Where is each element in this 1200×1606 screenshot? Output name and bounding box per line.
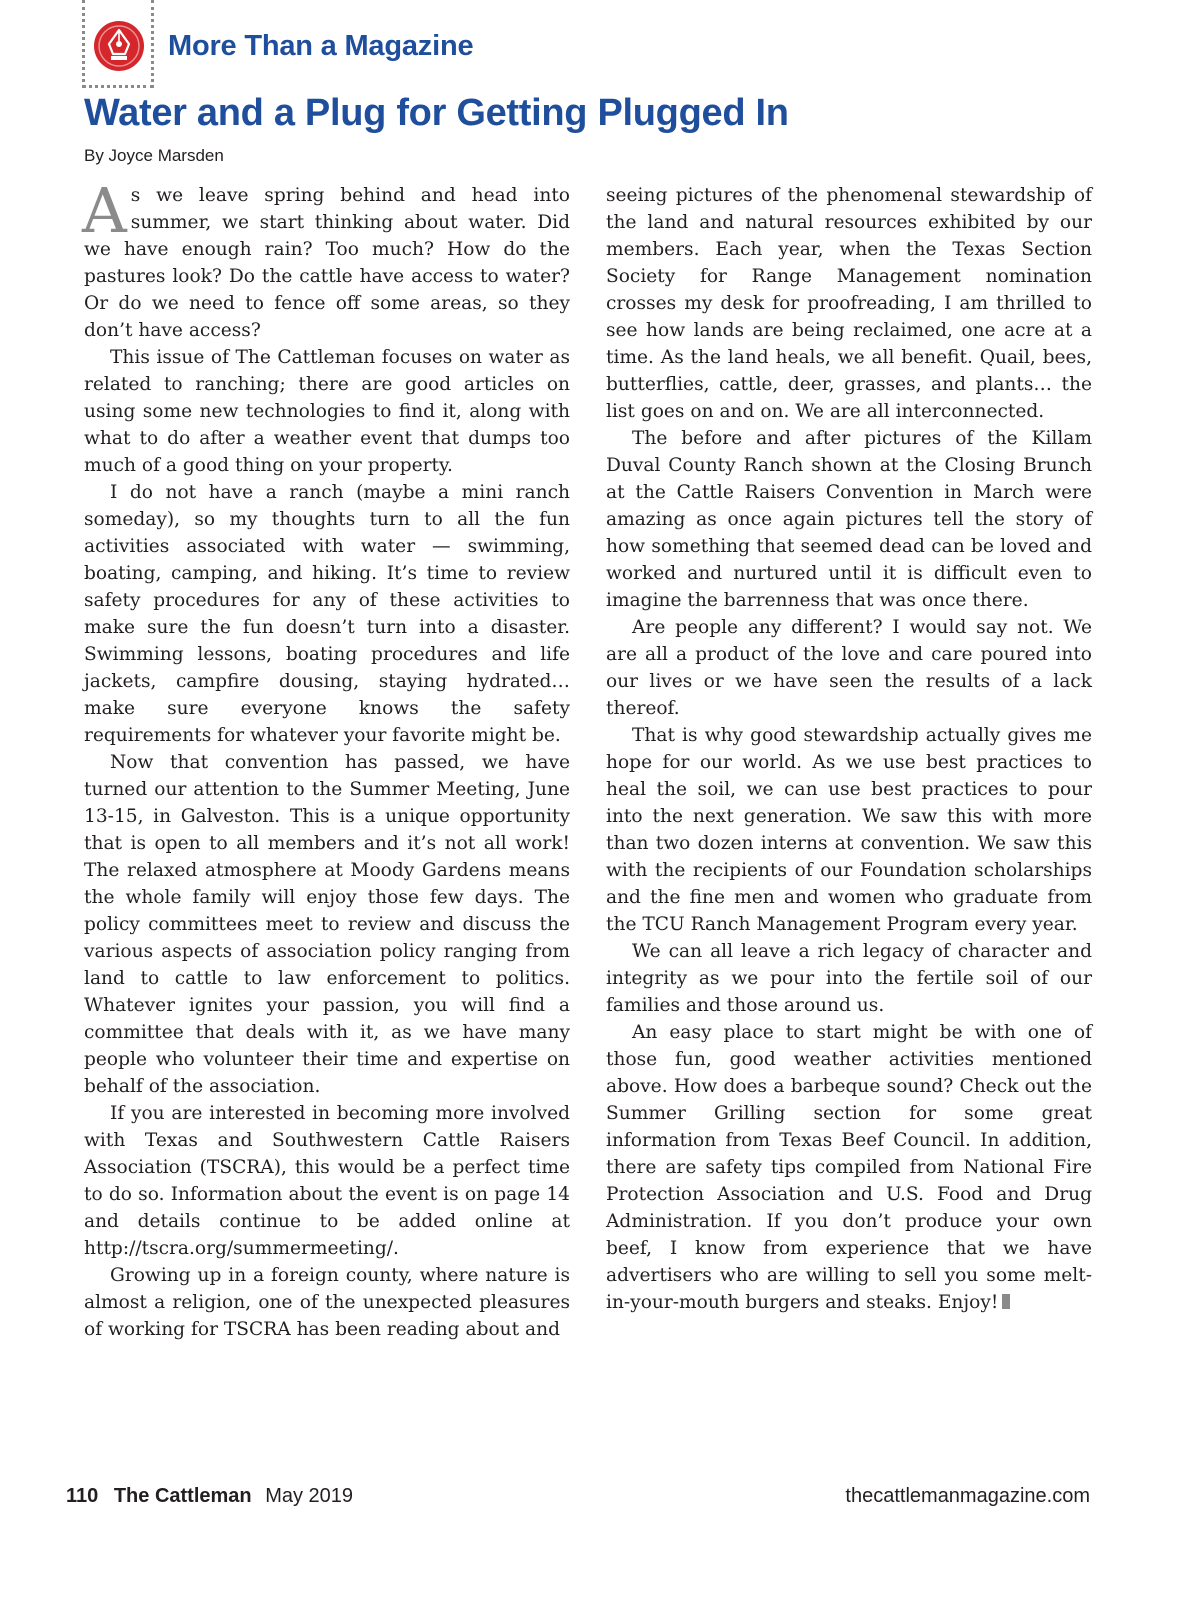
article-paragraph: seeing pictures of the phenomenal stewardship of the land and natural resources exhibited by our members. Each year, when the Texas Section Society for Range Management nomination crosses my desk for proofreading, I am thrilled to see how lands are being reclaimed, one acre at a time. As the land heals, we all benefit. Quail, bees, butterflies, cattle, deer, grasses, and plants… the list goes on and on. We are all interconnected. bbox=[606, 185, 1092, 422]
article-title: Water and a Plug for Getting Plugged In bbox=[84, 92, 789, 134]
byline: By Joyce Marsden bbox=[84, 146, 224, 165]
article-paragraph: Growing up in a foreign county, where nature is almost a religion, one of the unexpected pleasures of working for TSCRA has been reading about and bbox=[84, 1265, 570, 1340]
page-number: 110 bbox=[66, 1485, 99, 1507]
section-logo bbox=[82, 0, 154, 88]
article-paragraph: Are people any different? I would say not. We are all a product of the love and care poured into our lives or we have seen the results of a lack thereof. bbox=[606, 617, 1092, 719]
article-paragraph: An easy place to start might be with one of those fun, good weather activities mentioned above. How does a barbeque sound? Check out the Summer Grilling section for some great information from Texas Beef Council. In addition, there are safety tips compiled from National Fire Protection Association and U.S. Food and Drug Administration. If you don’t produce your own beef, I know from experience that we have advertisers who are willing to sell you some melt-in-your-mouth burgers and steaks. Enjoy! bbox=[606, 1022, 1092, 1313]
drop-cap: A bbox=[82, 174, 127, 247]
article-paragraph: I do not have a ranch (maybe a mini ranch someday), so my thoughts turn to all the fun activities associated with water — swimming, boating, camping, and hiking. It’s time to review safety procedures for any of these activities to make sure the fun doesn’t turn into a disaster. Swimming lessons, boating procedures and life jackets, campfire dousing, staying hydrated… make sure everyone knows the safety requirements for whatever your favorite might be. bbox=[84, 482, 570, 746]
article-paragraph: This issue of The Cattleman focuses on water as related to ranching; there are good articles on using some new technologies to find it, along with what to do after a weather event that dumps too much of a good thing on your property. bbox=[84, 347, 570, 476]
website-url[interactable]: thecattlemanmagazine.com bbox=[845, 1485, 1090, 1507]
article-paragraph: Now that convention has passed, we have turned our attention to the Summer Meeting, June 13-15, in Galveston. This is a unique opportunity that is open to all members and it’s not all work! The relaxed atmosphere at Moody Gardens means the whole family will enjoy those few days. The policy committees meet to review and discuss the various aspects of association policy ranging from land to cattle to law enforcement to politics. Whatever ignites your passion, you will find a committee that deals with it, as we have many people who volunteer their time and expertise on behalf of the association. bbox=[84, 752, 570, 1097]
article-paragraph: As we leave spring behind and head into summer, we start thinking about water. Did we have enough rain? Too much? How do the pastures look? Do the cattle have access to water? Or do we need to fence off some areas, so they don’t have access? bbox=[82, 174, 570, 341]
article-paragraph: If you are interested in becoming more involved with Texas and Southwestern Cattle Raisers Association (TSCRA), this would be a perfect time to do so. Information about the event is on page 14 and details continue to be added online at http://tscra.org/summermeeting/. bbox=[84, 1103, 570, 1259]
magazine-name: The Cattleman bbox=[113, 1485, 252, 1507]
page-footer bbox=[66, 1485, 353, 1508]
article-column-right bbox=[606, 182, 1092, 1316]
pen-nib-badge-icon bbox=[93, 20, 145, 72]
article-paragraph: That is why good stewardship actually gives me hope for our world. As we use best practices to heal the soil, we can use best practices to pour into the next generation. We saw this with more than two dozen interns at convention. We saw this with the recipients of our Foundation scholarships and the fine men and women who graduate from the TCU Ranch Management Program every year. bbox=[606, 725, 1092, 935]
section-kicker: More Than a Magazine bbox=[168, 30, 474, 62]
article-paragraph: The before and after pictures of the Killam Duval County Ranch shown at the Closing Brunch at the Cattle Raisers Convention in March were amazing as once again pictures tell the story of how something that seemed dead can be loved and worked and nurtured until it is difficult even to imagine the barrenness that was once there. bbox=[606, 428, 1092, 611]
article-column-left bbox=[82, 174, 570, 1343]
end-mark-icon bbox=[1002, 1294, 1010, 1309]
article-paragraph: We can all leave a rich legacy of character and integrity as we pour into the fertile soil of our families and those around us. bbox=[606, 941, 1092, 1016]
issue-date: May 2019 bbox=[265, 1485, 354, 1507]
